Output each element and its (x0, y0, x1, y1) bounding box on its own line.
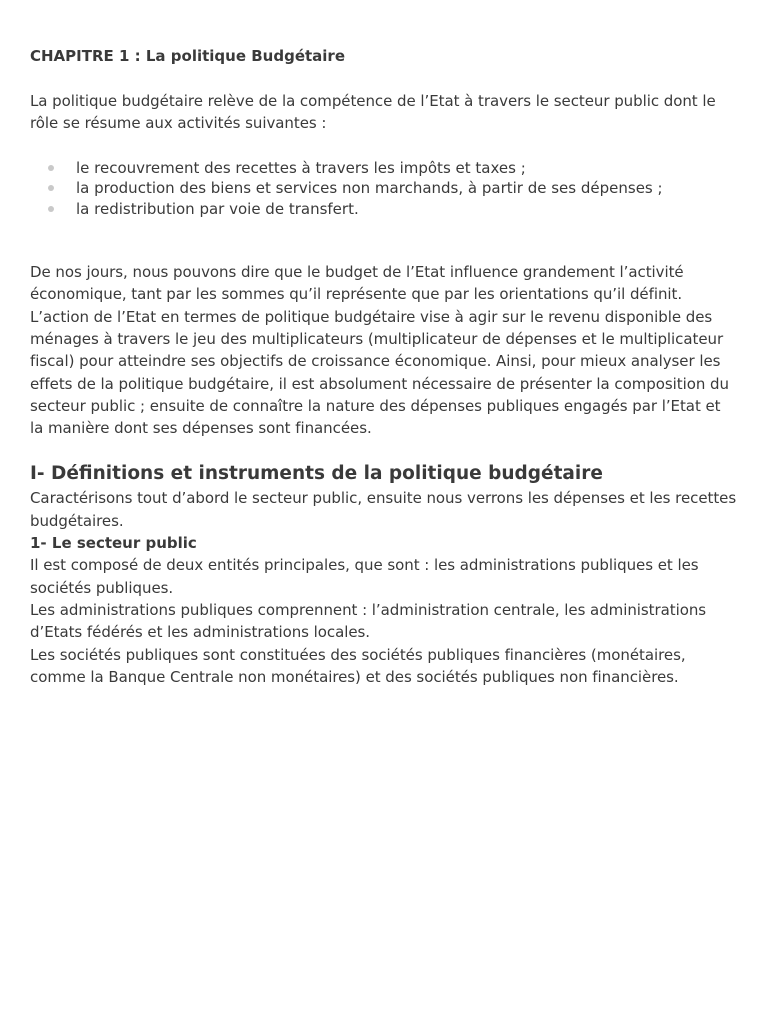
list-item (30, 158, 738, 179)
section-paragraph: Les administrations publiques comprennent : l’administration centrale, les administrations d’Etats fédérés et les administrations locales. (30, 600, 707, 642)
bullet-icon (48, 206, 54, 212)
section-paragraph: Les sociétés publiques sont constituées des sociétés publiques financières (monétaires, comme la Banque Centrale non monétaires) et des sociétés publiques non financières. (30, 645, 686, 686)
main-paragraph: De nos jours, nous pouvons dire que le budget de l’Etat influence grandement l’activité économique, tant par les sommes qu’il représente que par les orientations qu’il définit. L’action de l’Etat en termes de politique budgétaire vise à agir sur le revenu disponible des ménages à travers le jeu des multiplicateurs (multiplicateur de dépenses et le multiplicateur fiscal) pour atteindre ses objectifs de croissance économique. Ainsi, pour mieux analyser les effets de la politique budgétaire, il est absolument nécessaire de présenter la composition du secteur public ; ensuite de connaître la nature des dépenses publiques engagés par l’Etat et la manière dont ses dépenses sont financées. (30, 263, 729, 438)
intro-paragraph: La politique budgétaire relève de la compétence de l’Etat à travers le secteur public dont le rôle se résume aux activités suivantes : (30, 92, 716, 133)
list-item-text: le recouvrement des recettes à travers les impôts et taxes ; (76, 158, 526, 177)
list-item (30, 178, 738, 199)
chapter-title: CHAPITRE 1 : La politique Budgétaire (30, 47, 345, 65)
subsection-heading: 1- Le secteur public (30, 534, 197, 553)
list-item (30, 199, 738, 220)
list-item-text: la redistribution par voie de transfert. (76, 199, 359, 218)
section-intro: Caractérisons tout d’abord le secteur public, ensuite nous verrons les dépenses et les recettes budgétaires. (30, 489, 737, 530)
section-heading: I- Définitions et instruments de la politique budgétaire (30, 463, 603, 485)
section-paragraph: Il est composé de deux entités principales, que sont : les administrations publiques et les sociétés publiques. (30, 556, 699, 597)
activities-list (30, 158, 738, 220)
bullet-icon (48, 185, 54, 191)
list-item-text: la production des biens et services non marchands, à partir de ses dépenses ; (76, 179, 663, 198)
bullet-icon (48, 165, 54, 171)
